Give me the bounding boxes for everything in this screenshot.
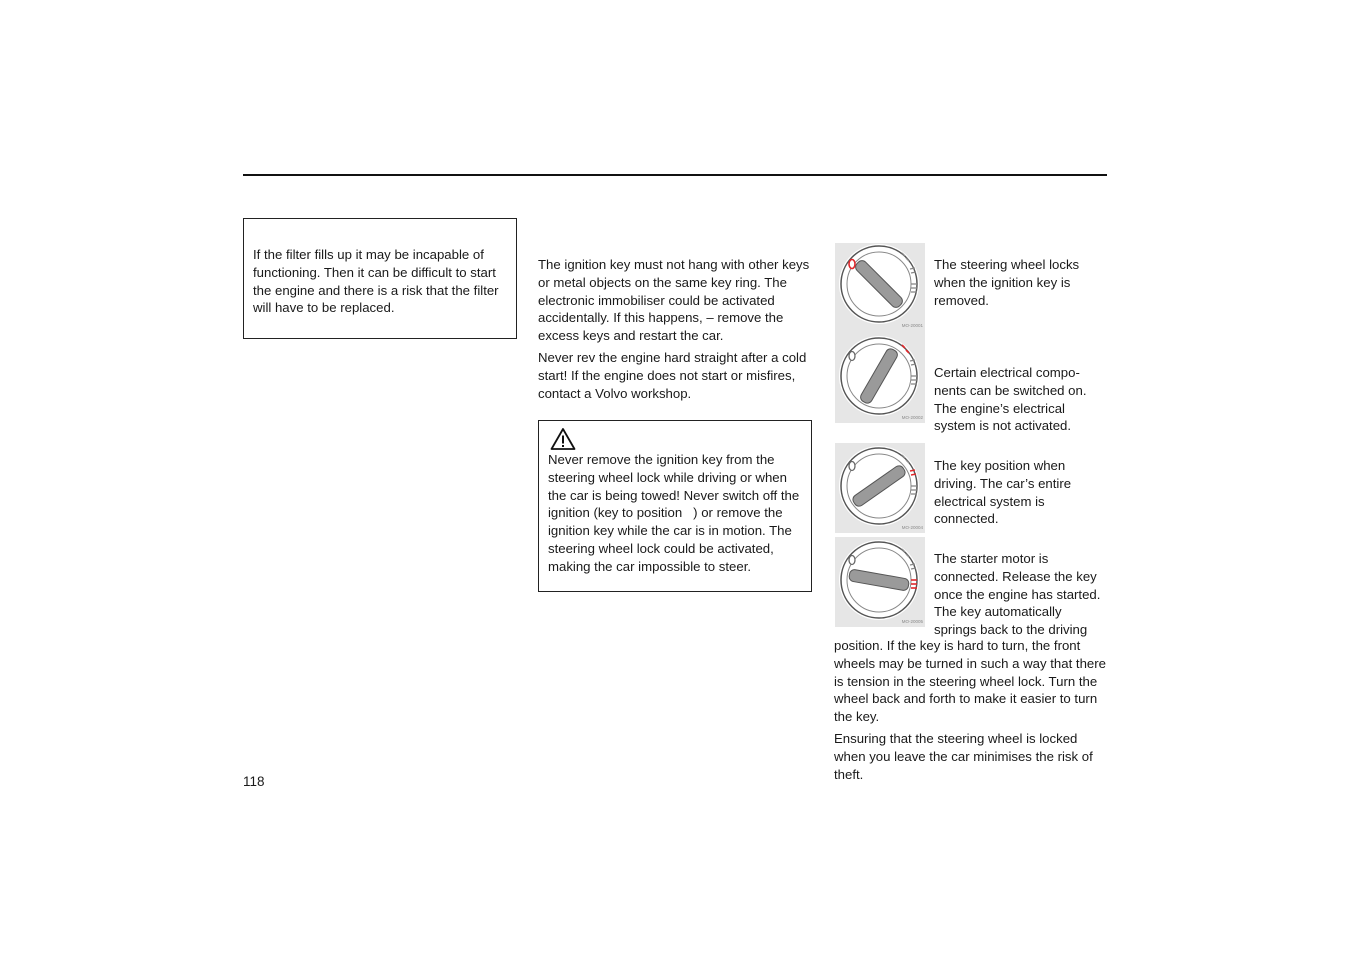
theft-paragraph: Ensuring that the steering wheel is locked when you leave the car minimises the risk of theft. [834,730,1093,782]
starter-continued-paragraph: position. If the key is hard to turn, the front wheels may be turned in such a way that there is tension in the steering wheel lock. Turn the wheel back and forth to make it easier to turn the key. [834,638,1106,725]
key-ring-paragraph: The ignition key must not hang with other keys or metal objects on the same key ring. The electronic immobiliser could be activated accidentally. If this happens, – remove the excess keys and restart the car. [538,257,810,344]
warning-text: Never remove the ignition key from the steering wheel lock while driving or when the car is being towed! Never switch off the ignition (key to position ) or remove the ignition key while the car is in motion. The steering wheel lock could be activated, making the car impossible to steer. [548,452,800,574]
filter-note-text: If the filter fills up it may be incapable of functioning. Then it can be difficult to start the engine and there is a risk that the filter will have to be replaced. [253,247,499,316]
middle-column [538,256,812,406]
warning-box [538,420,812,592]
caption-position-0: The steering wheel locks when the ignition key is removed. [934,257,1080,308]
cold-start-paragraph: Never rev the engine hard straight after a cold start! If the engine does not start or misfires, contact a Volvo workshop. [538,349,807,401]
figure-code: MO-20004 [901,525,923,530]
caption-position-2: The key position when driving. The car’s entire electrical system is connected. [934,458,1072,527]
caption-position-1: Certain electrical compo-nents can be switched on. The engine’s electrical system is not activated. [934,365,1087,434]
ignition-position-1-figure [835,333,925,423]
figure-code: MO-20005 [901,619,923,624]
ignition-position-0-figure [835,243,925,333]
caption-position-3: The starter motor is connected. Release the key once the engine has started. The key automatically springs back to the driving [934,551,1101,638]
warning-triangle-icon [548,427,803,451]
page-number: 118 [243,774,265,789]
filter-note-box [243,218,517,339]
ignition-position-2-figure [835,443,925,533]
ignition-position-3-figure [835,537,925,627]
figure-code: MO-20002 [901,415,923,420]
figure-code: MO-20001 [901,323,923,328]
header-rule [243,174,1107,176]
right-column-continued [834,637,1107,787]
